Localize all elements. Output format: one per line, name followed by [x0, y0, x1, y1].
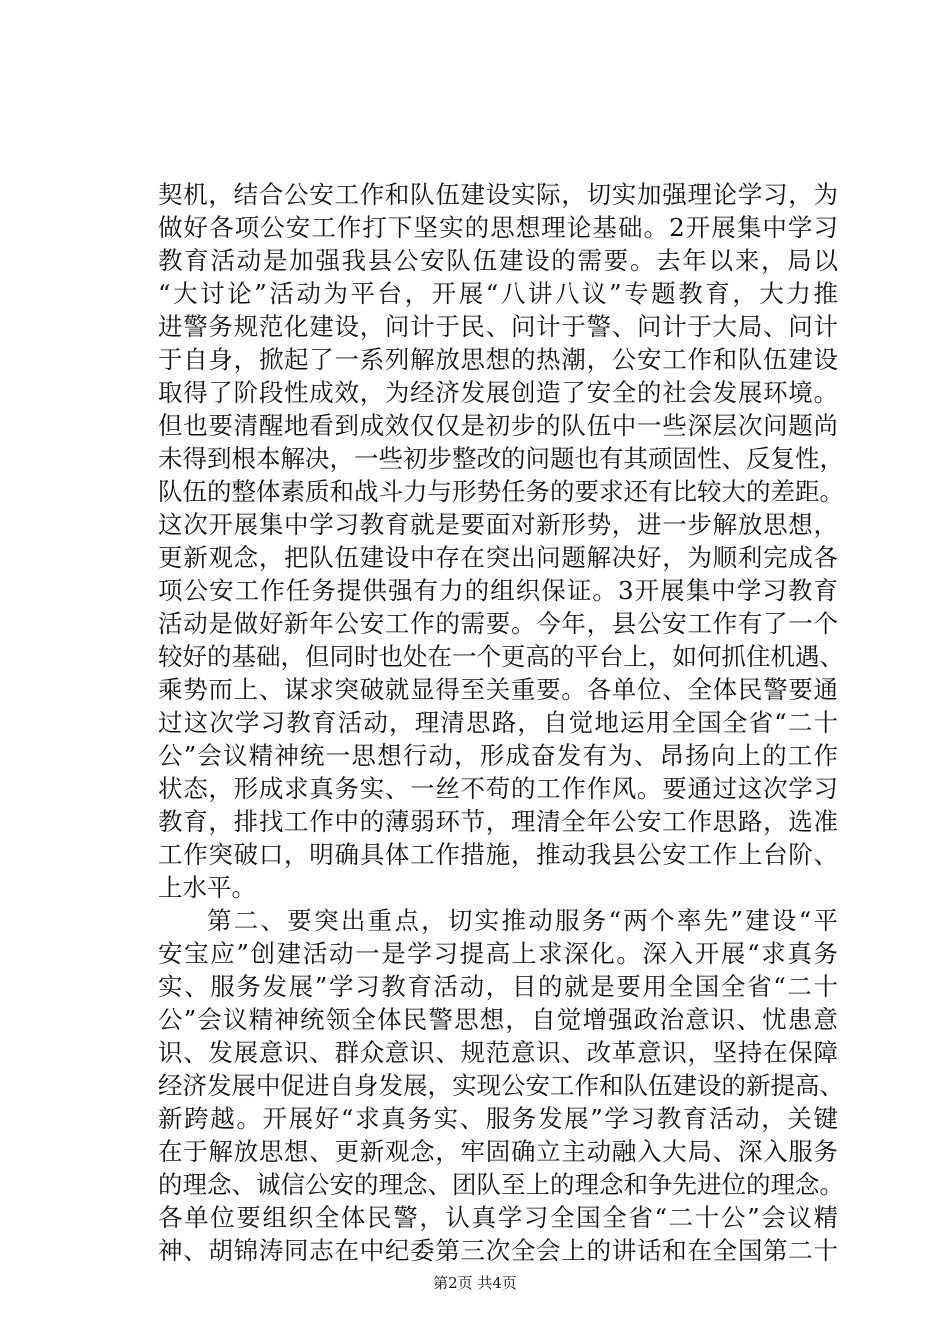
text-line: 实、服务发展”学习教育活动，目的就是要用全国全省“二十	[158, 972, 838, 1001]
text-line: 活动是做好新年公安工作的需要。今年，县公安工作有了一个	[158, 609, 838, 638]
text-line: 教育，排找工作中的薄弱环节，理清全年公安工作思路，选准	[158, 807, 838, 836]
text-line: 上水平。	[158, 873, 256, 902]
text-line: 过这次学习教育活动，理清思路，自觉地运用全国全省“二十	[158, 708, 838, 737]
document-body	[158, 178, 844, 1267]
text-line: 各单位要组织全体民警，认真学习全国全省“二十公”会议精	[158, 1203, 838, 1232]
text-line: 于自身，掀起了一系列解放思想的热潮，公安工作和队伍建设	[158, 345, 838, 374]
text-line: 神、胡锦涛同志在中纪委第三次全会上的讲话和在全国第二十	[158, 1236, 838, 1265]
text-line: 契机，结合公安工作和队伍建设实际，切实加强理论学习，为	[158, 180, 838, 209]
text-line: 但也要清醒地看到成效仅仅是初步的队伍中一些深层次问题尚	[158, 411, 838, 440]
text-line: 第二、要突出重点，切实推动服务“两个率先”建设“平	[207, 906, 838, 935]
text-line: 进警务规范化建设，问计于民、问计于警、问计于大局、问计	[158, 312, 838, 341]
text-line: “大讨论”活动为平台，开展“八讲八议”专题教育，大力推	[158, 279, 838, 308]
text-line: 公”会议精神统一思想行动，形成奋发有为、昂扬向上的工作	[158, 741, 838, 770]
text-line: 队伍的整体素质和战斗力与形势任务的要求还有比较大的差距。	[158, 477, 844, 506]
text-line: 乘势而上、谋求突破就显得至关重要。各单位、全体民警要通	[158, 675, 838, 704]
text-line: 这次开展集中学习教育就是要面对新形势，进一步解放思想，	[158, 510, 838, 539]
text-line: 项公安工作任务提供强有力的组织保证。3开展集中学习教育	[158, 576, 838, 605]
page-footer: 第2页 共4页	[433, 1274, 517, 1292]
text-line: 取得了阶段性成效，为经济发展创造了安全的社会发展环境。	[158, 378, 838, 407]
text-line: 经济发展中促进自身发展，实现公安工作和队伍建设的新提高、	[158, 1071, 844, 1100]
text-line: 在于解放思想、更新观念，牢固确立主动融入大局、深入服务	[158, 1137, 838, 1166]
paragraph	[158, 904, 844, 1267]
text-line: 识、发展意识、群众意识、规范意识、改革意识，坚持在保障	[158, 1038, 838, 1067]
text-line: 较好的基础，但同时也处在一个更高的平台上，如何抓住机遇、	[158, 642, 844, 671]
text-line: 更新观念，把队伍建设中存在突出问题解决好，为顺利完成各	[158, 543, 838, 572]
text-line: 新跨越。开展好“求真务实、服务发展”学习教育活动，关键	[158, 1104, 838, 1133]
text-line: 公”会议精神统领全体民警思想，自觉增强政治意识、忧患意	[158, 1005, 838, 1034]
text-line: 做好各项公安工作打下坚实的思想理论基础。2开展集中学习	[158, 213, 838, 242]
paragraph	[158, 178, 844, 904]
text-line: 教育活动是加强我县公安队伍建设的需要。去年以来，局以	[158, 246, 838, 275]
text-line: 未得到根本解决，一些初步整改的问题也有其顽固性、反复性，	[158, 444, 844, 473]
text-line: 工作突破口，明确具体工作措施，推动我县公安工作上台阶、	[158, 840, 838, 869]
text-line: 安宝应”创建活动一是学习提高上求深化。深入开展“求真务	[158, 939, 838, 968]
text-line: 的理念、诚信公安的理念、团队至上的理念和争先进位的理念。	[158, 1170, 844, 1199]
text-line: 状态，形成求真务实、一丝不苟的工作作风。要通过这次学习	[158, 774, 838, 803]
